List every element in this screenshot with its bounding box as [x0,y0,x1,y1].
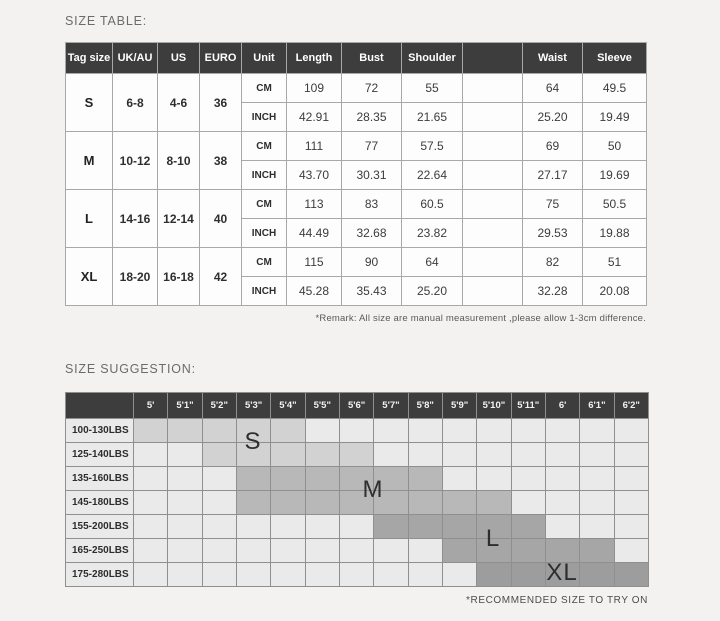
height-column-header: 5'5" [305,393,339,419]
value-cell: 43.70 [287,161,342,190]
height-column-header: 5'6" [339,393,373,419]
height-column-header: 6' [545,393,579,419]
value-cell: 60.5 [402,190,463,219]
height-column-header: 6'2" [614,393,648,419]
value-cell [463,277,523,306]
weight-row-label: 155-200LBS [66,515,134,539]
suggestion-row [66,443,649,467]
grid-cell [134,515,168,539]
suggestion-row [66,491,649,515]
header-sleeve: Sleeve [583,43,647,74]
grid-cell [202,515,236,539]
value-cell [463,219,523,248]
header-shoulder: Shoulder [402,43,463,74]
ukau-xl: 18-20 [113,248,158,306]
grid-cell [202,443,236,467]
grid-cell [305,443,339,467]
tag-size-l: L [66,190,113,248]
euro-xl: 42 [200,248,242,306]
grid-cell [134,467,168,491]
value-cell: 83 [342,190,402,219]
grid-cell [305,515,339,539]
grid-cell [477,467,511,491]
value-cell [463,190,523,219]
unit-inch: INCH [242,103,287,132]
grid-cell [614,467,648,491]
value-cell [463,248,523,277]
size-suggestion-chart [65,392,648,587]
value-cell [463,132,523,161]
grid-cell [271,491,305,515]
grid-cell [305,491,339,515]
grid-cell [408,515,442,539]
grid-cell [339,443,373,467]
height-column-header: 5'7" [374,393,408,419]
value-cell: 82 [523,248,583,277]
value-cell: 32.68 [342,219,402,248]
grid-cell [477,563,511,587]
grid-cell [339,563,373,587]
value-cell [463,74,523,103]
grid-cell [374,539,408,563]
grid-cell [236,491,270,515]
ukau-s: 6-8 [113,74,158,132]
value-cell: 72 [342,74,402,103]
height-column-header: 5'2" [202,393,236,419]
size-table-remark: *Remark: All size are manual measurement ,please allow 1-3cm difference. [315,313,646,324]
value-cell: 111 [287,132,342,161]
grid-cell [580,491,614,515]
weight-row-label: 100-130LBS [66,419,134,443]
grid-cell [236,467,270,491]
grid-cell [614,563,648,587]
grid-cell [202,539,236,563]
height-column-header: 5' [134,393,168,419]
value-cell: 90 [342,248,402,277]
grid-cell [374,419,408,443]
value-cell: 77 [342,132,402,161]
height-column-header: 6'1" [580,393,614,419]
grid-cell [339,467,373,491]
grid-cell [305,467,339,491]
value-cell: 45.28 [287,277,342,306]
grid-cell [477,419,511,443]
grid-cell [236,539,270,563]
grid-cell [580,443,614,467]
weight-row-label: 145-180LBS [66,491,134,515]
value-cell: 64 [402,248,463,277]
suggestion-row [66,467,649,491]
grid-cell [408,467,442,491]
grid-cell [408,443,442,467]
grid-cell [134,419,168,443]
unit-inch: INCH [242,219,287,248]
grid-cell [545,539,579,563]
grid-cell [168,491,202,515]
euro-l: 40 [200,190,242,248]
value-cell: 57.5 [402,132,463,161]
grid-cell [168,563,202,587]
grid-cell [614,443,648,467]
value-cell: 20.08 [583,277,647,306]
weight-row-label: 125-140LBS [66,443,134,467]
grid-cell [408,491,442,515]
table-row-l-cm [66,190,647,219]
header-length: Length [287,43,342,74]
value-cell: 29.53 [523,219,583,248]
us-l: 12-14 [158,190,200,248]
table-row-xl-cm [66,248,647,277]
weight-row-label: 165-250LBS [66,539,134,563]
value-cell: 19.49 [583,103,647,132]
grid-cell [442,563,476,587]
ukau-m: 10-12 [113,132,158,190]
height-column-header: 5'1" [168,393,202,419]
grid-cell [271,443,305,467]
grid-cell [305,539,339,563]
grid-cell [442,491,476,515]
grid-cell [202,563,236,587]
size-table-header-row [66,43,647,74]
grid-cell [511,443,545,467]
grid-cell [339,491,373,515]
size-letter-xl: XL [546,559,578,586]
grid-cell [442,515,476,539]
value-cell: 25.20 [523,103,583,132]
grid-cell [339,539,373,563]
grid-cell [511,419,545,443]
value-cell: 30.31 [342,161,402,190]
us-xl: 16-18 [158,248,200,306]
tag-size-s: S [66,74,113,132]
value-cell: 42.91 [287,103,342,132]
grid-cell [614,419,648,443]
grid-cell [236,419,270,443]
unit-inch: INCH [242,161,287,190]
grid-cell [545,563,579,587]
grid-cell [511,491,545,515]
grid-cell [511,515,545,539]
suggestion-row [66,539,649,563]
value-cell: 115 [287,248,342,277]
grid-cell [442,443,476,467]
grid-cell [168,467,202,491]
unit-inch: INCH [242,277,287,306]
grid-cell [511,467,545,491]
grid-cell [614,491,648,515]
grid-cell [168,539,202,563]
header-euro: EURO [200,43,242,74]
recommended-note: *RECOMMENDED SIZE TO TRY ON [466,595,648,606]
grid-cell [134,491,168,515]
value-cell: 55 [402,74,463,103]
grid-cell [339,419,373,443]
grid-cell [134,443,168,467]
height-column-header: 5'10" [477,393,511,419]
value-cell: 64 [523,74,583,103]
us-m: 8-10 [158,132,200,190]
value-cell: 109 [287,74,342,103]
value-cell: 19.69 [583,161,647,190]
size-letter-l: L [485,525,501,552]
header-empty [463,43,523,74]
grid-cell [614,515,648,539]
grid-cell [442,419,476,443]
value-cell: 28.35 [342,103,402,132]
grid-cell [545,443,579,467]
grid-cell [580,539,614,563]
size-suggestion-table [65,392,649,587]
value-cell [463,103,523,132]
header-tag-size: Tag size [66,43,113,74]
euro-m: 38 [200,132,242,190]
grid-cell [168,443,202,467]
tag-size-m: M [66,132,113,190]
grid-cell [477,491,511,515]
grid-cell [134,563,168,587]
grid-cell [580,515,614,539]
grid-cell [408,419,442,443]
size-suggestion-title: SIZE SUGGESTION: [65,362,196,376]
suggestion-header-row [66,393,649,419]
grid-cell [511,563,545,587]
grid-cell [236,443,270,467]
value-cell [463,161,523,190]
grid-cell [202,491,236,515]
height-column-header: 5'8" [408,393,442,419]
value-cell: 27.17 [523,161,583,190]
grid-cell [202,419,236,443]
grid-cell [305,419,339,443]
grid-cell [374,563,408,587]
grid-cell [374,491,408,515]
grid-cell [442,467,476,491]
value-cell: 32.28 [523,277,583,306]
grid-cell [202,467,236,491]
value-cell: 25.20 [402,277,463,306]
table-row-s-cm [66,74,647,103]
unit-cm: CM [242,248,287,277]
grid-cell [374,443,408,467]
header-us: US [158,43,200,74]
grid-cell [477,443,511,467]
grid-cell [408,539,442,563]
height-column-header: 5'9" [442,393,476,419]
size-table-title: SIZE TABLE: [65,14,147,28]
height-column-header: 5'3" [236,393,270,419]
tag-size-xl: XL [66,248,113,306]
unit-cm: CM [242,190,287,219]
value-cell: 113 [287,190,342,219]
value-cell: 49.5 [583,74,647,103]
grid-cell [614,539,648,563]
value-cell: 21.65 [402,103,463,132]
grid-cell [236,515,270,539]
grid-cell [305,563,339,587]
header-waist: Waist [523,43,583,74]
grid-cell [271,467,305,491]
value-cell: 75 [523,190,583,219]
header-uk-au: UK/AU [113,43,158,74]
unit-cm: CM [242,132,287,161]
size-letter-s: S [244,428,262,455]
grid-cell [477,539,511,563]
value-cell: 35.43 [342,277,402,306]
height-column-header: 5'4" [271,393,305,419]
suggestion-row [66,419,649,443]
value-cell: 69 [523,132,583,161]
grid-cell [271,419,305,443]
suggestion-row [66,563,649,587]
size-table [65,42,647,306]
grid-cell [545,419,579,443]
grid-cell [134,539,168,563]
grid-cell [545,467,579,491]
grid-cell [580,419,614,443]
grid-cell [374,467,408,491]
value-cell: 51 [583,248,647,277]
grid-cell [545,491,579,515]
grid-cell [236,563,270,587]
value-cell: 22.64 [402,161,463,190]
table-row-m-cm [66,132,647,161]
grid-cell [271,563,305,587]
header-unit: Unit [242,43,287,74]
header-blank-cell [66,393,134,419]
grid-cell [374,515,408,539]
grid-cell [477,515,511,539]
grid-cell [168,419,202,443]
value-cell: 23.82 [402,219,463,248]
value-cell: 50.5 [583,190,647,219]
grid-cell [271,539,305,563]
weight-row-label: 135-160LBS [66,467,134,491]
grid-cell [168,515,202,539]
weight-row-label: 175-280LBS [66,563,134,587]
size-letter-m: M [362,476,384,503]
height-column-header: 5'11" [511,393,545,419]
us-s: 4-6 [158,74,200,132]
grid-cell [545,515,579,539]
value-cell: 50 [583,132,647,161]
value-cell: 44.49 [287,219,342,248]
ukau-l: 14-16 [113,190,158,248]
value-cell: 19.88 [583,219,647,248]
suggestion-row [66,515,649,539]
grid-cell [511,539,545,563]
grid-cell [408,563,442,587]
unit-cm: CM [242,74,287,103]
grid-cell [580,563,614,587]
grid-cell [580,467,614,491]
header-bust: Bust [342,43,402,74]
grid-cell [271,515,305,539]
grid-cell [442,539,476,563]
grid-cell [339,515,373,539]
euro-s: 36 [200,74,242,132]
